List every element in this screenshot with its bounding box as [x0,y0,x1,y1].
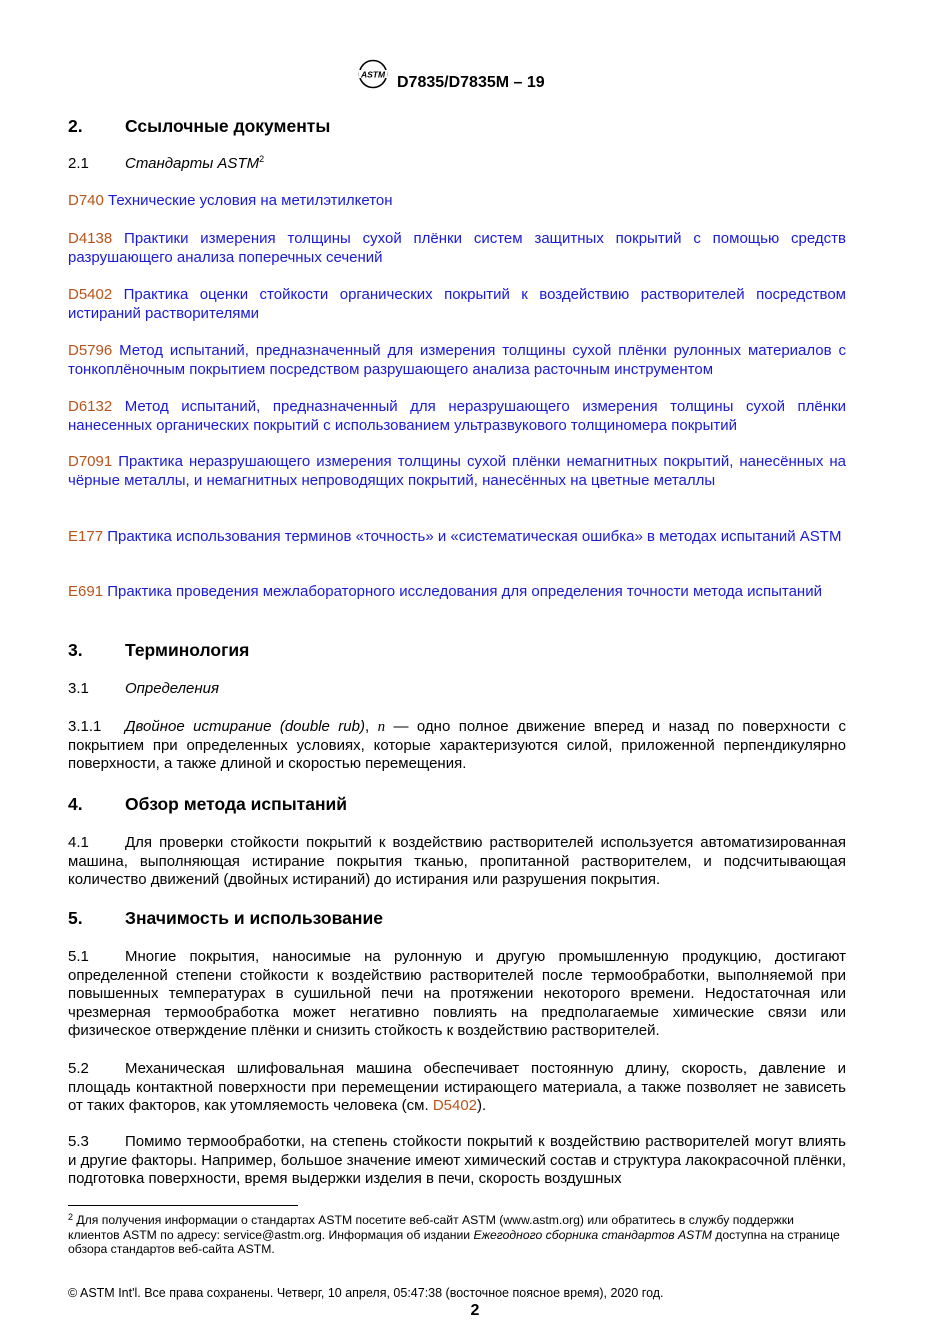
reference-title[interactable]: Практика проведения межлабораторного исследования для определения точности метода испытаний [103,583,822,600]
copyright-notice: © ASTM Int'l. Все права сохранены. Четверг, 10 апреля, 05:47:38 (восточное поясное время), 2020 год. [68,1286,664,1300]
reference-link[interactable]: D5402 [68,286,113,303]
reference-item [68,528,846,547]
reference-link[interactable]: D5796 [68,342,113,359]
astm-logo-icon [355,58,391,90]
subsection-3-1: 3.1 Определения [68,680,219,697]
reference-link[interactable]: D5402 [432,1097,478,1114]
reference-link[interactable]: E691 [68,583,104,600]
footnote: $^2$ Для получения информации о стандартах ASTM посетите веб-сайт ASTM (www.astm.org) или обратитесь в службу поддержки клиентов ASTM по адресу: service@astm.org. Информация об издании Ежегодного сборника стандартов ASTM доступна на странице обзора стандартов веб-сайта ASTM. [68,1212,840,1256]
reference-item [68,192,846,211]
paragraph-5-1: 5.1 Многие покрытия, наносимые на рулонную и другую промышленную продукцию, достигают определенной степени стойкости к воздействию растворителей после термообработки, выполняемой при повышенных температурах в сушильной печи на протяжении некоторого времени. Недостаточная или чрезмерная термообработка может негативно повлиять на предполагаемые химические связи или физическое отверждение плёнки и снизить стойкость к воздействию растворителей. [68,948,846,1039]
paragraph-4-1: 4.1 Для проверки стойкости покрытий к воздействию растворителей используется автоматизированная машина, выполняющая истирание покрытия тканью, пропитанной растворителем, и подсчитывающая количество движений (двойных истираний) до истирания или разрушения покрытия. [68,834,846,888]
section-4-heading: 4. Обзор метода испытаний [68,794,348,814]
reference-item [68,583,846,602]
svg-text:ASTM: ASTM [360,69,386,80]
reference-item [68,230,846,267]
section-5-heading: 5. Значимость и использование [68,908,383,928]
reference-item [68,286,846,323]
reference-item [68,398,846,435]
reference-link[interactable]: D6132 [68,398,113,415]
paragraph-5-3: 5.3 Помимо термообработки, на степень стойкости покрытий к воздействию растворителей могут влиять и другие факторы. Например, большое значение имеют химический состав и структура лакокрасочной плёнки, подготовка поверхности, время выдержки изделия в печи, скорость воздушных [68,1133,846,1187]
section-3-heading: 3. Терминология [68,640,250,660]
reference-title[interactable]: Метод испытаний, предназначенный для неразрушающего измерения толщины сухой плёнки нанесенных органических покрытий с использованием ультразвукового толщиномера покрытий [68,398,846,434]
reference-title[interactable]: Практика оценки стойкости органических покрытий к воздействию растворителей посредством истираний растворителями [68,286,846,322]
reference-link[interactable]: D4138 [68,230,113,247]
footnote-divider [68,1205,298,1206]
paragraph-5-2: 5.2 Механическая шлифовальная машина обеспечивает постоянную длину, скорость, давление и площадь контактной поверхности при перемещении истирающего материала, а также позволяет не зависеть от таких факторов, как утомляемость человека (см. D5402). [68,1060,846,1114]
reference-link[interactable]: D7091 [68,453,113,470]
term: Двойное истирание (double rub) [125,718,365,735]
reference-title[interactable]: Практики измерения толщины сухой плёнки систем защитных покрытий с помощью средств разрушающего анализа поперечных сечений [68,230,846,266]
section-2-heading: 2. Ссылочные документы [68,116,331,136]
page-number: 2 [470,1302,480,1319]
reference-link[interactable]: E177 [68,528,104,545]
reference-title[interactable]: Практика использования терминов «точность» и «систематическая ошибка» в методах испытаний ASTM [103,528,842,545]
page-header [0,58,950,98]
paragraph-3-1-1: 3.1.1 Двойное истирание (double rub), n — одно полное движение вперед и назад по поверхности с покрытием при определенных условиях, которые характеризуются силой, приложенной перпендикулярно поверхности, а также длиной и скоростью перемещения. [68,718,846,772]
reference-item [68,453,846,490]
reference-link[interactable]: D740 [68,192,104,209]
reference-title[interactable]: Технические условия на метилэтилкетон [103,192,393,209]
reference-item [68,342,846,379]
document-id: D7835/D7835M – 19 [397,74,545,91]
footnote-ref-2[interactable]: 2 [259,154,265,164]
reference-title[interactable]: Метод испытаний, предназначенный для измерения толщины сухой плёнки рулонных материалов с тонкоплёночным покрытием посредством разрушающего анализа расточным инструментом [68,342,846,378]
subsection-2-1: 2.1 Стандарты ASTM$^2$ [68,154,265,172]
reference-title[interactable]: Практика неразрушающего измерения толщины сухой плёнки немагнитных покрытий, нанесённых на чёрные металлы, и немагнитных непроводящих покрытий, нанесённых на цветные металлы [68,453,846,489]
